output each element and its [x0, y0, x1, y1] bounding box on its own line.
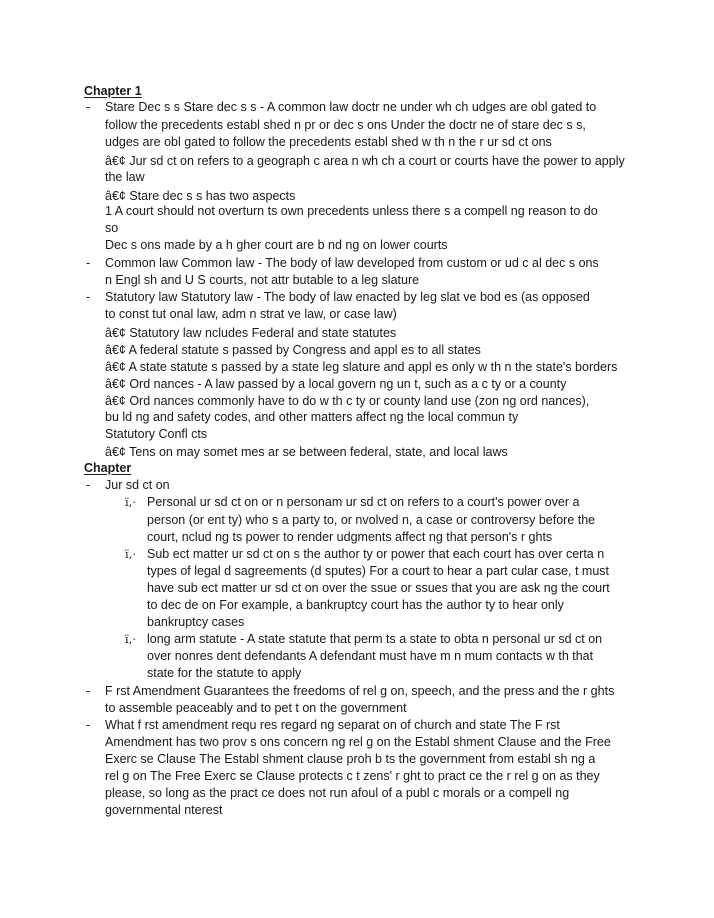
- text-line: Amendment has two prov s ons concern ng rel g on the Establ shment Clause and the Free: [105, 735, 611, 749]
- text-line: â€¢ A federal statute s passed by Congress and appl es to all states: [105, 343, 481, 357]
- text-line: Jur sd ct on: [105, 478, 170, 492]
- list-dash: -: [86, 478, 91, 492]
- list-dash: -: [86, 290, 91, 304]
- text-line: â€¢ Ord nances commonly have to do w th c ty or county land use (zon ng ord nances),: [105, 394, 590, 408]
- text-line: person (or ent ty) who s a party to, or nvolved n, a case or controversy before the: [147, 513, 596, 527]
- list-dash: -: [86, 684, 91, 698]
- text-line: â€¢ Stare dec s s has two aspects: [105, 189, 296, 203]
- text-line: to dec de on For example, a bankruptcy court has the author ty to hear only: [147, 598, 564, 612]
- text-line: Dec s ons made by a h gher court are b nd ng on lower courts: [105, 238, 448, 252]
- text-line: 1 A court should not overturn ts own precedents unless there s a compell ng reason to do: [105, 204, 598, 218]
- text-line: to assemble peaceably and to pet t on the government: [105, 701, 407, 715]
- text-line: long arm statute - A state statute that perm ts a state to obta n personal ur sd ct on: [147, 632, 603, 646]
- text-line: bankruptcy cases: [147, 615, 245, 629]
- text-line: n Engl sh and U S courts, not attr butable to a leg slature: [105, 273, 420, 287]
- text-line: Personal ur sd ct on or n personam ur sd ct on refers to a court's power over a: [147, 495, 580, 509]
- text-line: Exerc se Clause The Establ shment clause proh b ts the government from establ sh ng a: [105, 752, 596, 766]
- text-line: â€¢ Jur sd ct on refers to a geograph c area n wh ch a court or courts have the power to apply: [105, 154, 625, 168]
- list-dash: -: [86, 100, 91, 114]
- text-line: the law: [105, 170, 145, 184]
- text-line: so: [105, 221, 119, 235]
- bullet-symbol: ï‚·: [125, 547, 136, 561]
- text-line: udges are obl gated to follow the precedents establ shed w th n the r ur sd ct ons: [105, 135, 552, 149]
- text-line: Common law Common law - The body of law developed from custom or ud c al dec s ons: [105, 256, 599, 270]
- text-line: â€¢ Tens on may somet mes ar se between federal, state, and local laws: [105, 445, 508, 459]
- text-line: types of legal d sagreements (d sputes) For a court to hear a part cular case, t must: [147, 564, 610, 578]
- text-line: â€¢ Statutory law ncludes Federal and state statutes: [105, 326, 397, 340]
- text-line: court, nclud ng ts power to render udgments affect ng that person's r ghts: [147, 530, 553, 544]
- text-line: follow the precedents establ shed n pr or dec s ons Under the doctr ne of stare dec s s,: [105, 118, 586, 132]
- text-line: F rst Amendment Guarantees the freedoms of rel g on, speech, and the press and the r ghts: [105, 684, 615, 698]
- text-line: bu ld ng and safety codes, and other matters affect ng the local commun ty: [105, 410, 519, 424]
- text-line: rel g on The Free Exerc se Clause protects c t zens' r ght to pract ce the r rel g on as they: [105, 769, 600, 783]
- bullet-symbol: ï‚·: [125, 632, 136, 646]
- text-line: â€¢ A state statute s passed by a state leg slature and appl es only w th n the state's borders: [105, 360, 618, 374]
- text-line: to const tut onal law, adm n strat ve law, or case law): [105, 307, 397, 321]
- text-line: What f rst amendment requ res regard ng separat on of church and state The F rst: [105, 718, 560, 732]
- text-line: Sub ect matter ur sd ct on s the author ty or power that each court has over certa n: [147, 547, 605, 561]
- text-line: Statutory law Statutory law - The body of law enacted by leg slat ve bod es (as opposed: [105, 290, 590, 304]
- text-line: â€¢ Ord nances - A law passed by a local govern ng un t, such as a c ty or a county: [105, 377, 567, 391]
- text-line: state for the statute to apply: [147, 666, 302, 680]
- text-line: have sub ect matter ur sd ct on over the ssue or ssues that you are ask ng the court: [147, 581, 610, 595]
- text-line: Stare Dec s s Stare dec s s - A common law doctr ne under wh ch udges are obl gated to: [105, 100, 597, 114]
- text-line: please, so long as the pract ce does not run afoul of a publ c morals or a compell ng: [105, 786, 570, 800]
- text-line: Statutory Confl cts: [105, 427, 208, 441]
- text-line: over nonres dent defendants A defendant must have m n mum contacts w th that: [147, 649, 594, 663]
- list-dash: -: [86, 256, 91, 270]
- list-dash: -: [86, 718, 91, 732]
- chapter-heading: Chapter: [84, 461, 132, 475]
- chapter-1-heading: Chapter 1: [84, 84, 142, 98]
- text-line: governmental nterest: [105, 803, 223, 817]
- bullet-symbol: ï‚·: [125, 495, 136, 509]
